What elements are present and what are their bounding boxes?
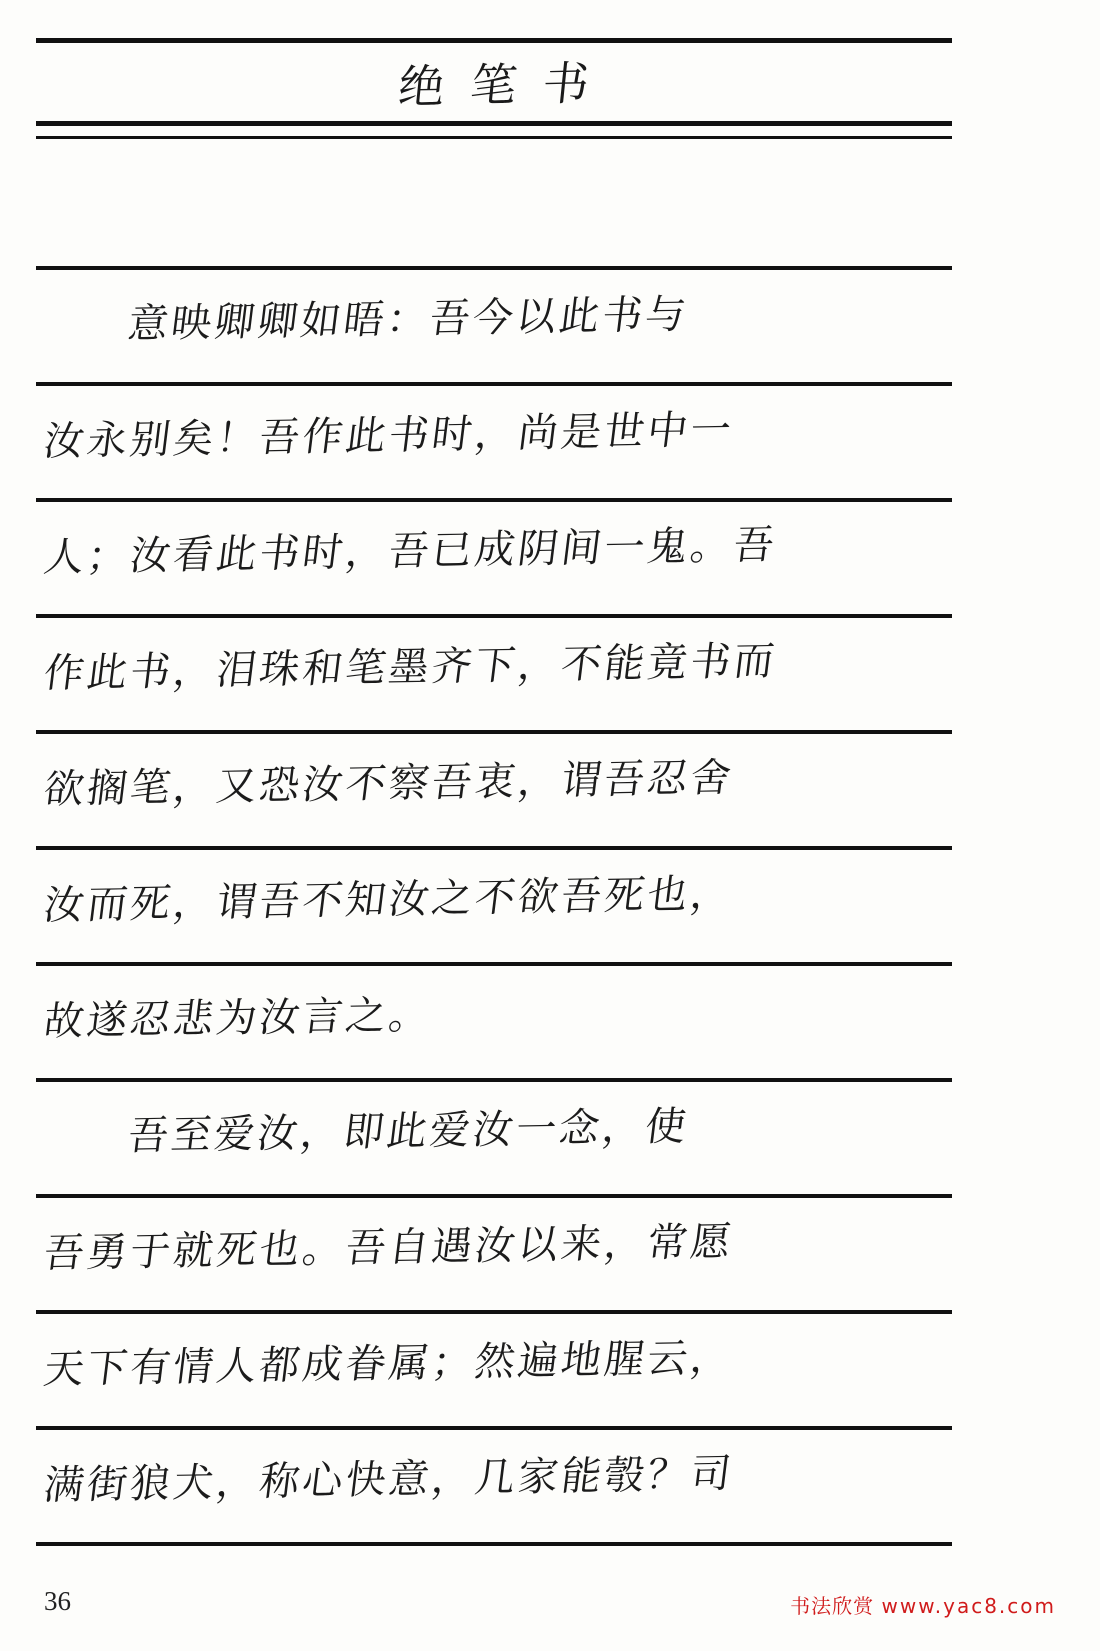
manuscript-line-text: 欲搁笔，又恐汝不察吾衷，谓吾忍舍 [41,754,737,813]
manuscript-line-text: 故遂忍悲为汝言之。 [41,992,435,1045]
manuscript-line [36,498,952,614]
manuscript-line-text: 吾至爱汝，即此爱汝一念，使 [125,1103,692,1160]
body-block [36,266,952,1546]
manuscript-line [36,1194,952,1310]
page-footer [0,1580,1100,1640]
manuscript-line [36,846,952,962]
manuscript-line [36,382,952,498]
site-watermark [790,1590,1056,1619]
title-block [36,38,952,139]
manuscript-line-text: 天下有情人都成眷属；然遍地腥云， [41,1334,737,1393]
manuscript-line-text: 满街狼犬，称心快意，几家能彀？司 [41,1450,737,1509]
manuscript-line [36,1310,952,1426]
page-number: 36 [44,1586,71,1616]
manuscript-line-text: 人；汝看此书时，吾已成阴间一鬼。吾 [41,522,780,581]
manuscript-line-text: 作此书，泪珠和笔墨齐下，不能竟书而 [41,638,780,697]
watermark-label: 书法欣赏 [790,1594,875,1618]
manuscript-line [36,614,952,730]
manuscript-line [36,962,952,1078]
manuscript-line [36,266,952,382]
manuscript-line [36,1078,952,1194]
title-area [36,43,952,121]
title-rule-bottom [36,136,952,139]
manuscript-line-text: 吾勇于就死也。吾自遇汝以来，常愿 [41,1218,737,1277]
manuscript-line-text: 汝永别矣！吾作此书时，尚是世中一 [41,406,737,465]
watermark-url: www.yac8.com [881,1594,1056,1618]
manuscript-line-text: 汝而死，谓吾不知汝之不欲吾死也， [41,870,737,929]
page-title: 绝笔书 [395,55,618,114]
manuscript-line [36,1426,952,1546]
manuscript-line-text: 意映卿卿如晤：吾今以此书与 [125,291,692,348]
manuscript-line [36,730,952,846]
